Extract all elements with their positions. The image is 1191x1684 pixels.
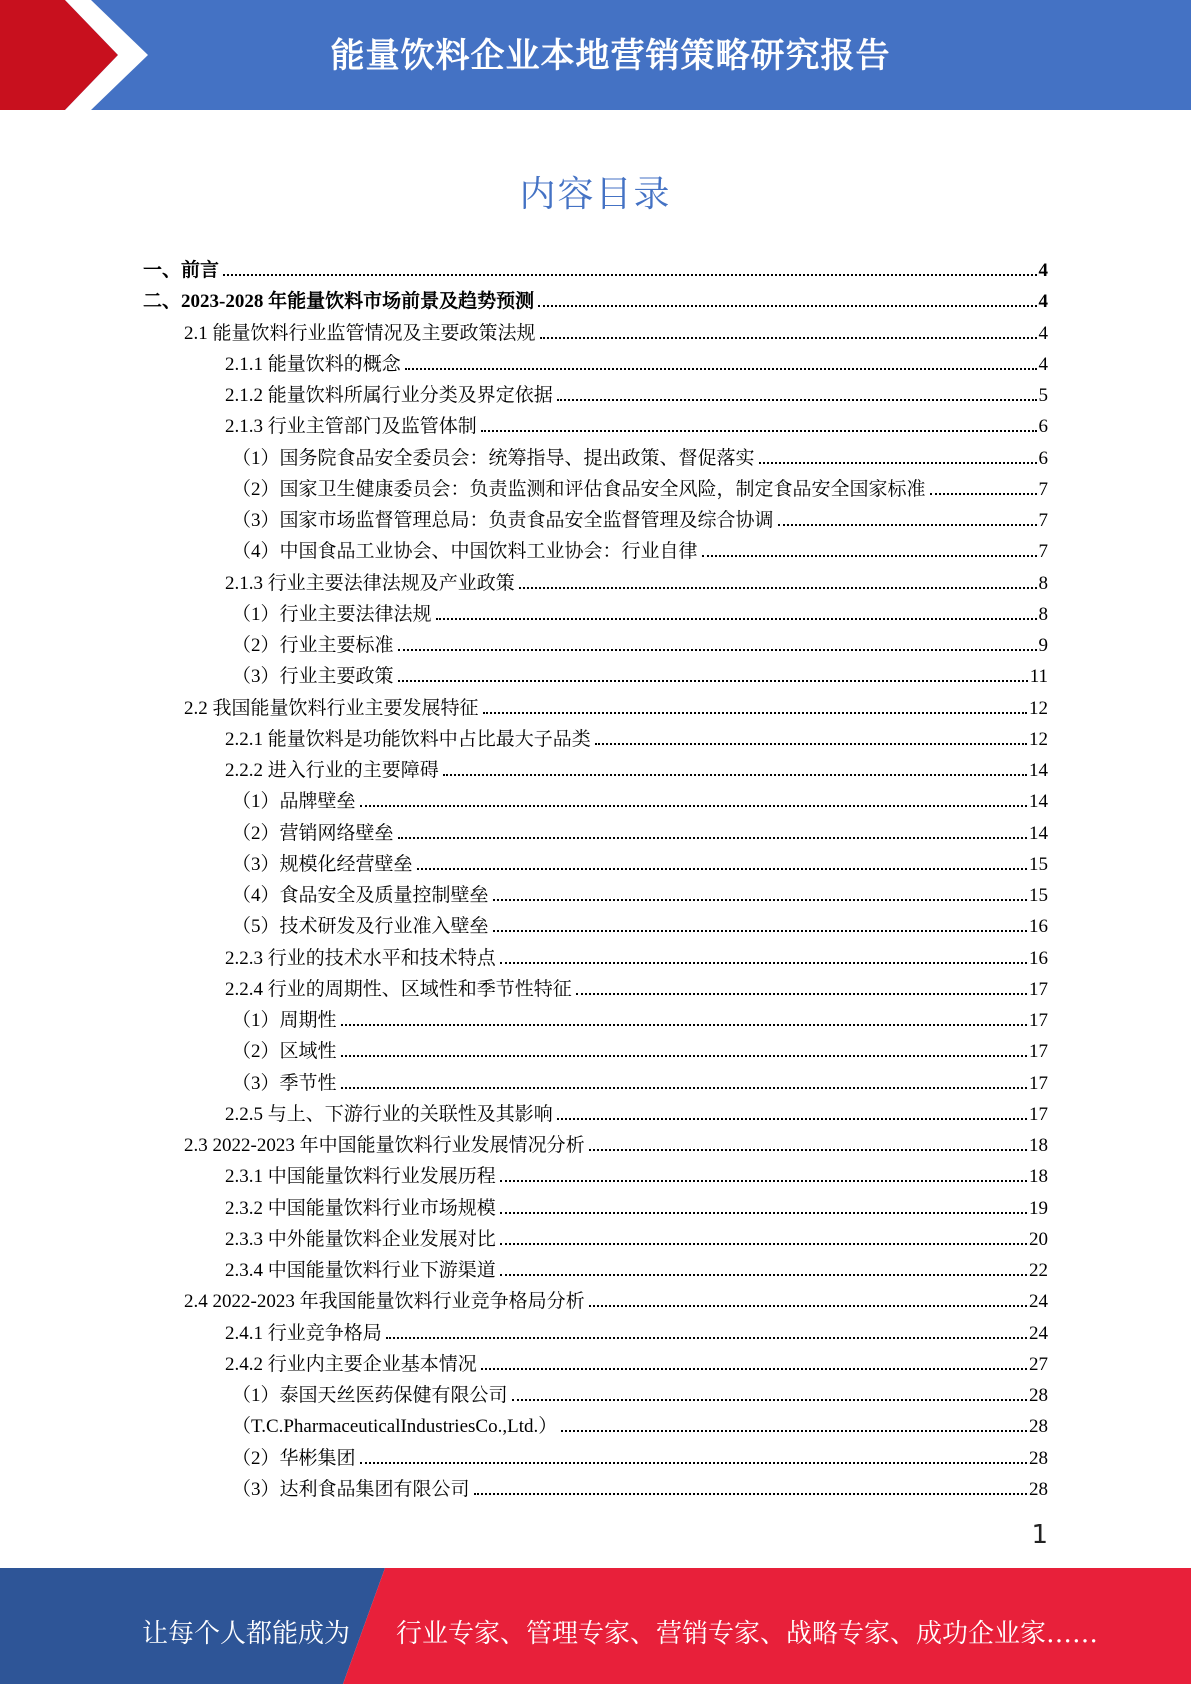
toc-entry[interactable] <box>232 1379 1048 1410</box>
toc-entry-label: 2.2.4 行业的周期性、区域性和季节性特征 <box>225 978 572 1000</box>
toc-entry[interactable] <box>184 1129 1048 1160</box>
toc-entry-label: （3）季节性 <box>232 1072 337 1094</box>
toc-entry-label: 2.4 2022-2023 年我国能量饮料行业竞争格局分析 <box>184 1291 585 1313</box>
toc-entry-page: 17 <box>1029 1103 1048 1125</box>
toc-entry-page: 14 <box>1029 760 1048 781</box>
toc-entry[interactable] <box>232 442 1048 473</box>
toc-entry-page: 12 <box>1029 728 1048 750</box>
toc-entry-label: 2.2.1 能量饮料是功能饮料中占比最大子品类 <box>225 728 591 750</box>
toc-leader-dots <box>519 567 1037 589</box>
toc-entry-page: 18 <box>1029 1166 1048 1188</box>
toc-entry[interactable] <box>143 285 1048 316</box>
toc-entry-label: 2.1.2 能量饮料所属行业分类及界定依据 <box>225 385 553 406</box>
toc-entry[interactable] <box>232 817 1048 848</box>
toc-entry-label: 2.3.1 中国能量饮料行业发展历程 <box>225 1166 496 1188</box>
toc-entry[interactable] <box>184 317 1048 348</box>
toc-entry[interactable] <box>232 785 1048 816</box>
toc-entry-label: 2.2.3 行业的技术水平和技术特点 <box>225 947 496 969</box>
toc-entry-page: 15 <box>1029 885 1048 906</box>
toc-leader-dots <box>500 1160 1027 1182</box>
toc-leader-dots <box>759 442 1037 464</box>
toc-entry-label: （4）食品安全及质量控制壁垒 <box>232 885 489 906</box>
toc-entry-page: 4 <box>1038 322 1048 344</box>
toc-entry[interactable] <box>225 942 1048 973</box>
toc-entry[interactable] <box>225 1098 1048 1129</box>
toc-entry[interactable] <box>232 879 1048 910</box>
toc-leader-dots <box>341 1067 1027 1089</box>
toc-leader-dots <box>589 1129 1027 1151</box>
toc-leader-dots <box>930 473 1037 495</box>
toc-entry[interactable] <box>225 754 1048 785</box>
toc-entry[interactable] <box>232 1442 1048 1473</box>
toc-leader-dots <box>500 1254 1027 1276</box>
toc-entry[interactable] <box>232 1473 1048 1504</box>
toc-leader-dots <box>398 660 1028 682</box>
toc-entry-label: （2）区域性 <box>232 1041 337 1063</box>
toc-entry-page: 14 <box>1029 791 1048 813</box>
toc-leader-dots <box>481 410 1037 432</box>
toc-entry-page: 14 <box>1029 822 1048 844</box>
toc-leader-dots <box>493 879 1027 901</box>
toc-entry-label: 2.3.3 中外能量饮料企业发展对比 <box>225 1228 496 1250</box>
toc-entry[interactable] <box>225 973 1048 1004</box>
toc-leader-dots <box>557 379 1037 401</box>
toc-entry-label: 2.4.2 行业内主要企业基本情况 <box>225 1353 477 1375</box>
toc-entry-label: （2）国家卫生健康委员会：负责监测和评估食品安全风险，制定食品安全国家标准 <box>232 478 926 500</box>
toc-leader-dots <box>360 1442 1027 1464</box>
toc-entry[interactable] <box>225 1160 1048 1191</box>
toc-entry[interactable] <box>184 692 1048 723</box>
toc-leader-dots <box>398 629 1037 651</box>
toc-entry-label: 2.1.1 能量饮料的概念 <box>225 353 401 375</box>
toc-entry-page: 11 <box>1029 666 1048 688</box>
report-title: 能量饮料企业本地营销策略研究报告 <box>330 36 891 76</box>
toc-entry-label: 2.1 能量饮料行业监管情况及主要政策法规 <box>184 322 536 344</box>
toc-entry[interactable] <box>232 629 1048 660</box>
toc-entry-page: 18 <box>1029 1135 1048 1156</box>
toc-entry-label: （1）泰国天丝医药保健有限公司 <box>232 1385 508 1406</box>
toc-leader-dots <box>481 1348 1027 1370</box>
toc-entry-page: 16 <box>1029 947 1048 969</box>
toc-entry[interactable] <box>232 504 1048 535</box>
toc-leader-dots <box>360 785 1027 807</box>
toc-entry-label: （2）行业主要标准 <box>232 635 394 656</box>
toc-entry-label: （3）行业主要政策 <box>232 666 394 688</box>
toc-leader-dots <box>223 254 1036 276</box>
toc-entry-page: 24 <box>1029 1322 1048 1344</box>
toc-entry[interactable] <box>225 1317 1048 1348</box>
toc-entry-page: 17 <box>1029 978 1048 1000</box>
toc-entry[interactable] <box>225 379 1048 410</box>
toc-entry-page: 19 <box>1029 1197 1048 1219</box>
toc-entry[interactable] <box>225 723 1048 754</box>
toc-entry-label: 2.2 我国能量饮料行业主要发展特征 <box>184 697 479 719</box>
toc-leader-dots <box>341 1035 1027 1057</box>
toc-entry[interactable] <box>184 1285 1048 1316</box>
toc-heading: 内容目录 <box>519 174 672 215</box>
page-header <box>0 0 1191 110</box>
toc-leader-dots <box>500 1223 1027 1245</box>
toc-leader-dots <box>512 1379 1027 1401</box>
toc-leader-dots <box>576 973 1027 995</box>
toc-entry-label: （1）行业主要法律法规 <box>232 603 432 625</box>
footer-slogan-right: 行业专家、管理专家、营销专家、战略专家、成功企业家…… <box>396 1619 1099 1649</box>
page-footer <box>0 1568 1191 1684</box>
toc-entry-page: 27 <box>1029 1353 1048 1375</box>
toc-entry-page: 5 <box>1038 385 1048 406</box>
toc-entry[interactable] <box>232 1410 1048 1441</box>
toc-entry[interactable] <box>232 473 1048 504</box>
toc-leader-dots <box>483 692 1027 714</box>
toc-entry-page: 17 <box>1029 1072 1048 1094</box>
toc-leader-dots <box>493 910 1027 932</box>
toc-leader-dots <box>443 754 1027 776</box>
toc-entry-label: 一、前言 <box>143 260 220 281</box>
toc-entry-label: （T.C.PharmaceuticalIndustriesCo.,Ltd.） <box>232 1416 558 1438</box>
toc-entry-label: 2.3.2 中国能量饮料行业市场规模 <box>225 1197 496 1219</box>
toc-entry-label: （1）周期性 <box>232 1010 337 1031</box>
toc-entry[interactable] <box>225 567 1048 598</box>
toc-entry-page: 22 <box>1029 1260 1048 1281</box>
toc-entry-page: 7 <box>1038 478 1048 500</box>
toc-entry-page: 28 <box>1029 1416 1048 1438</box>
toc-leader-dots <box>436 598 1037 620</box>
toc-leader-dots <box>595 723 1027 745</box>
toc-entry[interactable] <box>225 1348 1048 1379</box>
toc-entry-label: （1）国务院食品安全委员会：统筹指导、提出政策、督促落实 <box>232 447 755 469</box>
toc-entry[interactable] <box>232 598 1048 629</box>
toc-entry[interactable] <box>225 348 1048 379</box>
toc-entry-page: 28 <box>1029 1385 1048 1406</box>
toc-leader-dots <box>561 1410 1027 1432</box>
toc-leader-dots <box>474 1473 1027 1495</box>
toc-entry-label: 2.1.3 行业主要法律法规及产业政策 <box>225 572 515 594</box>
toc-entry-page: 7 <box>1038 541 1048 563</box>
toc-entry-label: 2.4.1 行业竞争格局 <box>225 1322 382 1344</box>
toc-leader-dots <box>557 1098 1027 1120</box>
toc-leader-dots <box>341 1004 1027 1026</box>
toc-entry-label: （1）品牌壁垒 <box>232 791 356 813</box>
toc-entry-label: 2.2.5 与上、下游行业的关联性及其影响 <box>225 1103 553 1125</box>
toc-entry-page: 17 <box>1029 1041 1048 1063</box>
toc-entry-label: （3）达利食品集团有限公司 <box>232 1478 470 1500</box>
toc-entry-label: 2.3 2022-2023 年中国能量饮料行业发展情况分析 <box>184 1135 585 1156</box>
toc-entry[interactable] <box>232 660 1048 691</box>
toc-leader-dots <box>417 848 1027 870</box>
toc-entry-label: （5）技术研发及行业准入壁垒 <box>232 916 489 938</box>
toc-entry-label: （2）华彬集团 <box>232 1447 356 1469</box>
toc-leader-dots <box>702 535 1037 557</box>
toc-entry-page: 6 <box>1038 447 1048 469</box>
toc-leader-dots <box>398 817 1027 839</box>
page-number: 1 <box>1031 1520 1048 1550</box>
toc-entry-label: 2.1.3 行业主管部门及监管体制 <box>225 416 477 438</box>
toc-entry[interactable] <box>232 848 1048 879</box>
toc-entry-page: 4 <box>1038 291 1048 313</box>
toc-leader-dots <box>589 1285 1027 1307</box>
toc-entry[interactable] <box>143 254 1048 285</box>
toc-entry-page: 17 <box>1029 1010 1048 1031</box>
toc-entry-label: 2.3.4 中国能量饮料行业下游渠道 <box>225 1260 496 1281</box>
toc-entry-label: （2）营销网络壁垒 <box>232 822 394 844</box>
toc-entry[interactable] <box>232 1004 1048 1035</box>
toc-entry-label: 二、2023-2028 年能量饮料市场前景及趋势预测 <box>143 291 535 313</box>
toc-leader-dots <box>500 942 1027 964</box>
toc-entry-page: 28 <box>1029 1478 1048 1500</box>
toc-entry-page: 6 <box>1038 416 1048 438</box>
toc-entry-label: （4）中国食品工业协会、中国饮料工业协会：行业自律 <box>232 541 698 563</box>
toc-entry-page: 7 <box>1038 510 1048 531</box>
toc-entry-page: 24 <box>1029 1291 1048 1313</box>
toc-entry-page: 20 <box>1029 1228 1048 1250</box>
toc-entry[interactable] <box>225 1254 1048 1285</box>
toc-leader-dots <box>405 348 1037 370</box>
toc-entry-page: 12 <box>1029 697 1048 719</box>
toc-leader-dots <box>540 317 1037 339</box>
toc-entry-label: （3）国家市场监督管理总局：负责食品安全监督管理及综合协调 <box>232 510 774 531</box>
toc-entry[interactable] <box>232 910 1048 941</box>
toc-entry-page: 16 <box>1029 916 1048 938</box>
toc-leader-dots <box>500 1192 1027 1214</box>
toc-entry-page: 28 <box>1029 1447 1048 1469</box>
toc-entry-label: 2.2.2 进入行业的主要障碍 <box>225 760 439 781</box>
toc-entry[interactable] <box>232 535 1048 566</box>
toc-entry[interactable] <box>225 410 1048 441</box>
toc-entry-page: 15 <box>1029 853 1048 875</box>
toc-leader-dots <box>778 504 1037 526</box>
toc-entry[interactable] <box>225 1223 1048 1254</box>
toc-entry-page: 4 <box>1038 260 1048 281</box>
toc-entry[interactable] <box>232 1035 1048 1066</box>
toc-entry-page: 4 <box>1038 353 1048 375</box>
toc-entry[interactable] <box>232 1067 1048 1098</box>
footer-slogan-left: 让每个人都能成为 <box>142 1619 351 1649</box>
toc-entry-page: 9 <box>1038 635 1048 656</box>
toc-leader-dots <box>386 1317 1027 1339</box>
toc-entry-label: （3）规模化经营壁垒 <box>232 853 413 875</box>
toc-leader-dots <box>538 285 1036 307</box>
toc-entry-page: 8 <box>1038 603 1048 625</box>
toc-entry-page: 8 <box>1038 572 1048 594</box>
toc-entry[interactable] <box>225 1192 1048 1223</box>
